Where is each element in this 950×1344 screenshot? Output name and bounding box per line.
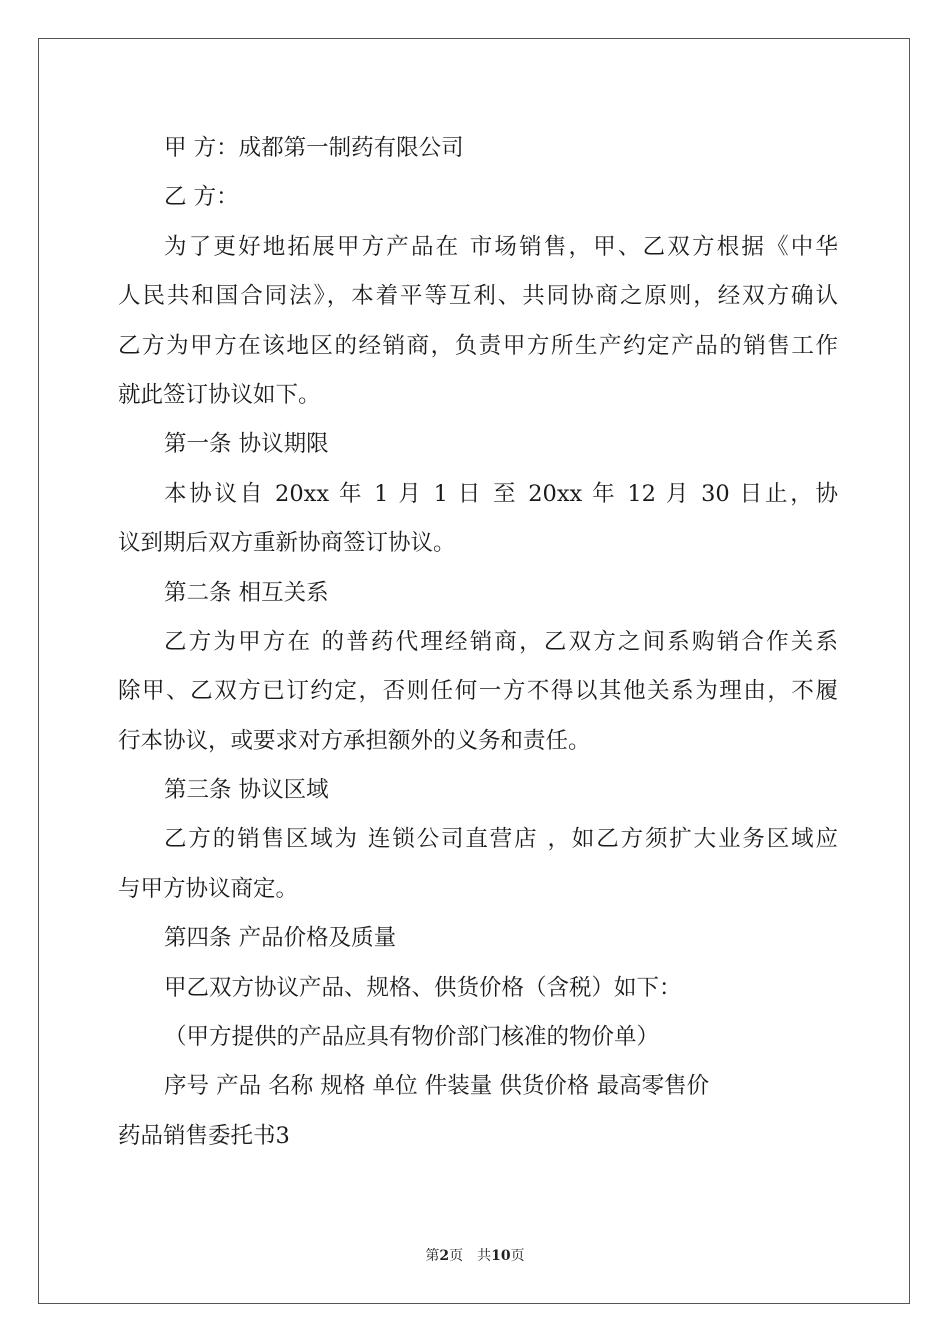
document-line: 行本协议，或要求对方承担额外的义务和责任。: [118, 727, 591, 754]
document-line: （甲方提供的产品应具有物价部门核准的物价单）: [164, 1024, 660, 1051]
document-line: 为了更好地拓展甲方产品在 市场销售，甲、乙双方根据《中华: [164, 233, 838, 260]
footer-total-suffix: 页: [510, 1248, 525, 1264]
document-line: 除甲、乙双方已订约定，否则任何一方不得以其他关系为理由，不履: [118, 678, 838, 705]
footer-total-pages: 10: [491, 1248, 511, 1264]
document-line: 议到期后双方重新协商签订协议。: [118, 530, 456, 557]
document-line: 第一条 协议期限: [164, 431, 329, 458]
document-line: 乙 方：: [164, 184, 239, 211]
footer-page-suffix: 页: [449, 1248, 464, 1264]
document-line: 第三条 协议区域: [164, 777, 329, 804]
document-line: 序号 产品 名称 规格 单位 件装量 供货价格 最高零售价: [164, 1073, 710, 1100]
document-line: 就此签订协议如下。: [118, 381, 321, 408]
document-line: 第四条 产品价格及质量: [164, 925, 397, 952]
footer-total-prefix: 共: [477, 1248, 492, 1264]
document-line: 第二条 相互关系: [164, 579, 329, 606]
document-line: 与甲方协议商定。: [118, 875, 299, 902]
footer-prefix: 第: [425, 1248, 440, 1264]
page-footer: [0, 1245, 950, 1265]
document-line: 乙方为甲方在 的普药代理经销商，乙双方之间系购销合作关系: [164, 628, 838, 655]
footer-current-page: 2: [439, 1248, 450, 1264]
document-line: 甲 方：成都第一制药有限公司: [164, 135, 464, 161]
document-line: 药品销售委托书3: [118, 1122, 290, 1149]
document-line: 本协议自 20xx 年 1 月 1 日 至 20xx 年 12 月 30 日止，协: [164, 480, 838, 507]
document-line: 甲乙双方协议产品、规格、供货价格（含税）如下：: [164, 974, 682, 1001]
document-line: 乙方的销售区域为 连锁公司直营店 ，如乙方须扩大业务区域应: [164, 826, 838, 853]
document-line: 人民共和国合同法》，本着平等互利、共同协商之原则，经双方确认: [118, 283, 838, 310]
document-body: [118, 124, 838, 1161]
document-line: 乙方为甲方在该地区的经销商，负责甲方所生产约定产品的销售工作: [118, 332, 838, 359]
